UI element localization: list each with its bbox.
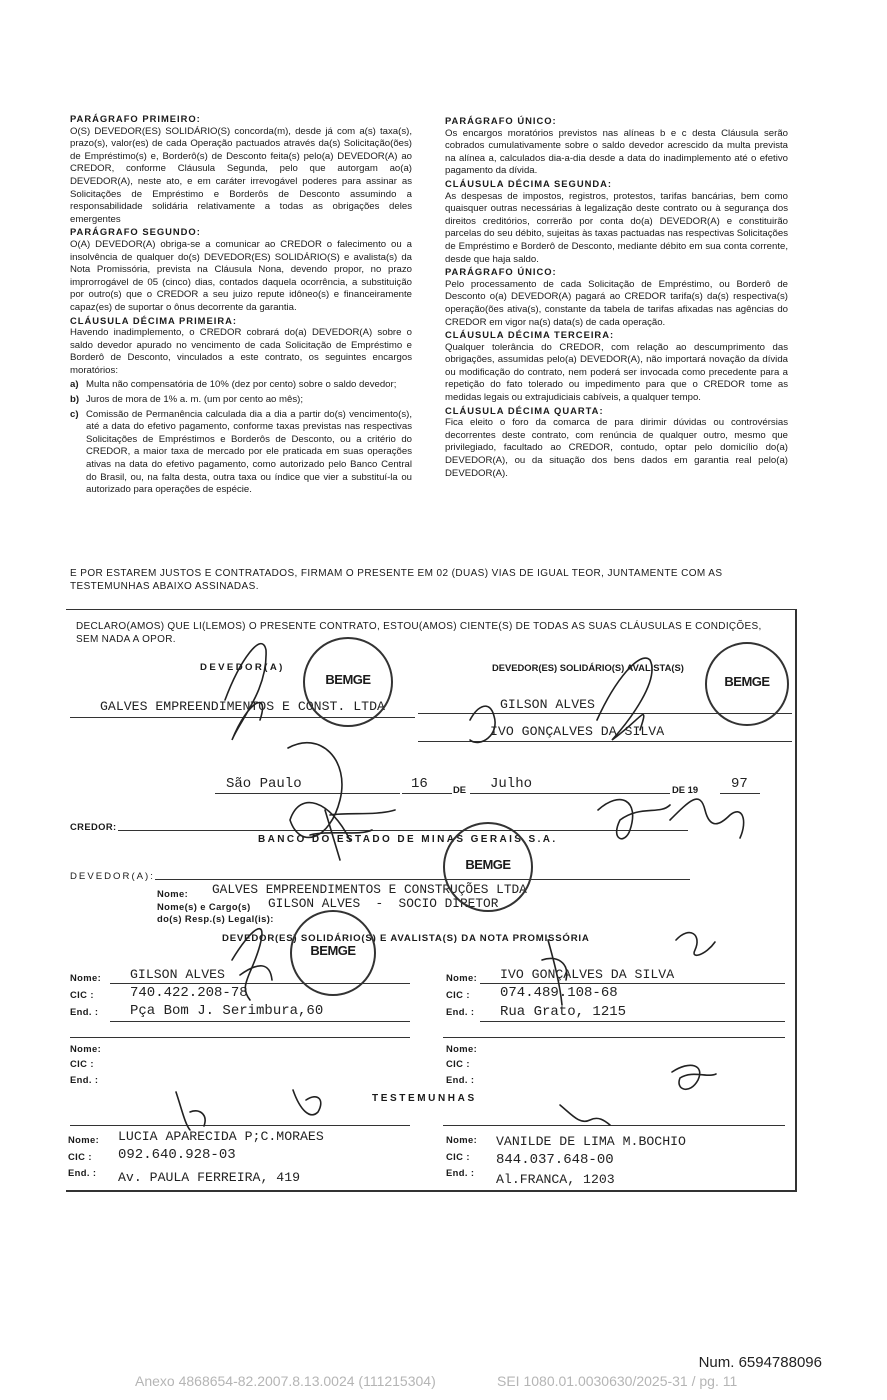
test-right-nome: VANILDE DE LIMA M.BOCHIO	[496, 1134, 686, 1149]
test-right-nome-label: Nome:	[446, 1134, 478, 1145]
sol-left-end-line	[110, 1021, 410, 1022]
list-item	[70, 409, 412, 497]
sol-right-end-label: End. :	[446, 1006, 475, 1017]
bank-stamp-text: BEMGE	[724, 674, 770, 690]
sol-right-nome: IVO GONÇALVES DA SILVA	[500, 967, 675, 982]
bank-stamp	[303, 637, 393, 727]
testemunhas-label: TESTEMUNHAS	[372, 1093, 477, 1104]
date-de-label: DE	[453, 784, 467, 795]
sol-right-nome-line	[480, 983, 785, 984]
sol-left-nome-label: Nome:	[70, 972, 102, 983]
test-right-top-line	[443, 1125, 785, 1126]
list-item-key: b)	[70, 394, 80, 406]
test-right-end: Al.FRANCA, 1203	[496, 1172, 615, 1187]
sol-left-cic-label: CIC :	[70, 989, 94, 1000]
paragrafo-unico-2-text: Pelo processamento de cada Solicitação de Empréstimo, ou Borderô de Desconto o(a) DEVEDOR(A) pagará ao CREDOR tarifa(s) da(s) respectiva(s) operação(ões ativa(s), constante da tabela de tarifas afixadas nas agências do CREDOR em vigor na(s) data(s) de cada operação.	[445, 278, 788, 328]
solidario-1-name: GILSON ALVES	[500, 697, 595, 712]
annex-reference: Anexo 4868654-82.2007.8.13.0024 (111215304)	[135, 1373, 436, 1389]
credor-name: BANCO DO ESTADO DE MINAS GERAIS S.A.	[258, 834, 558, 845]
declaration-text: DECLARO(AMOS) QUE LI(LEMOS) O PRESENTE CONTRATO, ESTOU(AMOS) CIENTE(S) DE TODAS AS SUAS CLÁUSULAS E CONDIÇÕES, SEM NADA A OPOR.	[76, 621, 762, 645]
list-item	[70, 379, 412, 392]
sol-right-cic: 074.489.108-68	[500, 985, 618, 1001]
cargo-label-2: do(s) Resp.(s) Legal(is):	[157, 913, 274, 924]
clausula-13-title: CLÁUSULA DÉCIMA TERCEIRA:	[445, 329, 615, 341]
clausula-12-title: CLÁUSULA DÉCIMA SEGUNDA:	[445, 177, 613, 189]
test-right-end-label: End. :	[446, 1167, 475, 1178]
bank-stamp-text: BEMGE	[325, 671, 371, 687]
test-right-cic-label: CIC :	[446, 1151, 470, 1162]
nome-label: Nome:	[157, 888, 189, 899]
list-item-text: Multa não compensatória de 10% (dez por cento) sobre o saldo devedor;	[86, 379, 397, 391]
blank-left-end-label: End. :	[70, 1074, 99, 1085]
left-column	[70, 113, 412, 497]
test-right-cic: 844.037.648-00	[496, 1152, 614, 1168]
devedor2-line	[155, 879, 690, 880]
paragrafo-primeiro-text: O(S) DEVEDOR(ES) SOLIDÁRIO(S) concorda(m), desde já com a(s) taxa(s), prazo(s), valor(es) de cada Operação pactuados através da(s) Solicitação(ões) de Empréstimo(s) e, Borderô(s) de Desconto feita(s) pelo(a) DEVEDOR(A) ao CREDOR, conforme Cláusula Segunda, pelo que autorgam ao(a) DEVEDOR(A), neste ato, e em caráter irrevogável poderes para assinar as Solicitações de Empréstimo e Borderôs de Desconto assumindo a responsabilidade solidária relativamente a todas as obrigações deles emergentes	[70, 125, 412, 225]
list-item-key: a)	[70, 379, 79, 391]
date-year-line	[720, 793, 760, 794]
paragrafo-unico-title: PARÁGRAFO ÚNICO:	[445, 115, 557, 126]
clausula-14-title: CLÁUSULA DÉCIMA QUARTA:	[445, 404, 604, 416]
blank-right-cic-label: CIC :	[446, 1058, 470, 1069]
bank-stamp	[290, 910, 376, 996]
list-item-key: c)	[70, 408, 79, 420]
list-item-text: Juros de mora de 1% a. m. (um por cento ao mês);	[86, 394, 304, 406]
blank-right-end-label: End. :	[446, 1074, 475, 1085]
date-de19-label: DE 19	[672, 784, 699, 795]
blank-right-nome-label: Nome:	[446, 1043, 478, 1054]
test-left-end-label: End. :	[68, 1167, 97, 1178]
closing-text: E POR ESTAREM JUSTOS E CONTRATADOS, FIRMAM O PRESENTE EM 02 (DUAS) VIAS DE IGUAL TEOR, JUNTAMENTE COM AS TESTEMUNHAS ABAIXO ASSINADAS.	[70, 568, 723, 592]
blank-left-nome-label: Nome:	[70, 1043, 102, 1054]
nome-value: GALVES EMPREENDIMENTOS E CONSTRUÇÕES LTDA	[212, 882, 527, 897]
sol-right-end: Rua Grato, 1215	[500, 1004, 627, 1020]
solidario-2-line	[418, 741, 792, 742]
sol-left-nome-line	[110, 983, 410, 984]
test-left-end: Av. PAULA FERREIRA, 419	[118, 1170, 301, 1185]
date-month: Julho	[490, 776, 533, 792]
cargo-value: GILSON ALVES - SOCIO DIRETOR	[268, 896, 499, 911]
solidario-2-name: IVO GONÇALVES DA SILVA	[490, 724, 665, 739]
date-year: 97	[731, 776, 748, 792]
date-city: São Paulo	[226, 776, 302, 792]
blank-left-top-line	[70, 1037, 410, 1038]
devedor2-label: DEVEDOR(A):	[70, 871, 155, 882]
paragrafo-primeiro-title: PARÁGRAFO PRIMEIRO:	[70, 113, 201, 124]
document-number: Num. 6594788096	[698, 1354, 822, 1371]
devedor-label: DEVEDOR(A)	[200, 662, 285, 673]
blank-right-top-line	[443, 1037, 785, 1038]
paragrafo-unico-2-title: PARÁGRAFO ÚNICO:	[445, 266, 557, 278]
paragrafo-segundo-text: O(A) DEVEDOR(A) obriga-se a comunicar ao CREDOR o falecimento ou a insolvência de qualquer do(s) DEVEDOR(ES) SOLIDÁRIO(S) e avalista(s) da Nota Promissória, prevista na Cláusula Nona, devendo propor, no prazo improrrogável de 05 (cinco) dias, contados daquela ocorrência, a substituição por outro(s) que o CREDOR a seu juizo repute idôneo(s) e financeiramente capaz(es) de suportar o ônus decorrente da garantia.	[70, 238, 412, 313]
blank-left-cic-label: CIC :	[70, 1058, 94, 1069]
list-item	[70, 394, 412, 407]
cargo-label: Nome(s) e Cargo(s)	[157, 901, 251, 912]
sol-left-end-label: End. :	[70, 1006, 99, 1017]
solidarios-label: DEVEDOR(ES) SOLIDÁRIO(S) AVALISTA(S)	[492, 662, 684, 673]
bank-stamp	[443, 822, 533, 912]
clausula-14-text: Fica eleito o foro da comarca de para dirimir dúvidas ou controvérsias decorrentes deste contrato, com renúncia de qualquer outro, mesmo que privilegiado, facultado ao CREDOR, contudo, optar pelo domicílio do(a) DEVEDOR(A), ou da situação dos bens dados em garantia real pelo(a) DEVEDOR(A).	[445, 417, 788, 479]
credor-line	[118, 830, 688, 831]
credor-label: CREDOR:	[70, 821, 117, 832]
test-left-nome-label: Nome:	[68, 1134, 100, 1145]
date-day-line	[402, 793, 452, 794]
test-left-top-line	[70, 1125, 410, 1126]
devedor-name: GALVES EMPREENDIMENTOS E CONST. LTDA	[100, 699, 385, 714]
date-city-line	[215, 793, 400, 794]
test-left-nome: LUCIA APARECIDA P;C.MORAES	[118, 1129, 324, 1144]
paragrafo-unico-text: Os encargos moratórios previstos nas alíneas b e c desta Cláusula serão cobrados cumulativamente sobre o saldo devedor acrescido da multa prevista na alínea a, calculados dia-a-dia desde a data do inadimplemento até o efetivo pagamento da dívida.	[445, 127, 788, 177]
clausula-12-text: As despesas de impostos, registros, protestos, tarifas bancárias, bem como quaisquer outras necessárias à legalização deste contrato ou à segurança dos direitos creditórios, correrão por conta do(a) DEVEDOR(A) e constituirão parcelas do seu débito, sujeitas às taxas pactuadas nas respectivas Solicitações de Empréstimo e Borderô de Desconto, mediante débito em sua conta corrente, desde que haja saldo.	[445, 190, 788, 265]
date-day: 16	[411, 776, 428, 792]
paragrafo-segundo-title: PARÁGRAFO SEGUNDO:	[70, 226, 201, 238]
sol-left-end: Pça Bom J. Serimbura,60	[130, 1003, 324, 1019]
clausula-11-title: CLÁUSULA DÉCIMA PRIMEIRA:	[70, 314, 238, 326]
bank-stamp-text: BEMGE	[465, 856, 511, 872]
bank-stamp-text: BEMGE	[310, 943, 356, 959]
sol-right-nome-label: Nome:	[446, 972, 478, 983]
list-item-text: Comissão de Permanência calculada dia a dia a partir do(s) vencimento(s), até a data do efetivo pagamento, conforme taxas previstas nas respectivas Solicitações de Empréstimos e Borderôs de Desconto, ou a critério do CREDOR, a maior taxa de mercado por ele praticada em suas operações ativas na data do efetivo pagamento, como autorizado pelo Banco Central do Brasil, ou, na falta desta, outra taxa ou índice que vier a substituí-la ou autorizado para operações de espécie.	[86, 408, 412, 496]
sol-right-cic-label: CIC :	[446, 989, 470, 1000]
sol-left-cic: 740.422.208-78	[130, 985, 248, 1001]
right-column	[445, 115, 788, 480]
sol-left-nome: GILSON ALVES	[130, 967, 225, 982]
sol-right-end-line	[480, 1021, 785, 1022]
clausula-13-text: Qualquer tolerância do CREDOR, com relação ao descumprimento das obrigações, assumidas pelo(a) DEVEDOR(A), não importará novação da dívida ou modificação do contrato, nem poderá ser invocada como precedente para a repetição do fato tolerado ou impedimento para que o CREDOR tome as medidas legais ou extrajudiciais cabíveis, a qualquer tempo.	[445, 341, 788, 404]
sei-reference: SEI 1080.01.0030630/2025-31 / pg. 11	[497, 1373, 738, 1389]
bank-stamp	[705, 642, 789, 726]
test-left-cic-label: CIC :	[68, 1151, 92, 1162]
date-month-line	[470, 793, 670, 794]
clausula-11-text: Havendo inadimplemento, o CREDOR cobrará do(a) DEVEDOR(A) sobre o saldo devedor apurado no vencimento de cada Solicitação de Empréstimo e Borderô de Desconto, vinculados a este contrato, os seguintes encargos moratórios:	[70, 327, 412, 376]
test-left-cic: 092.640.928-03	[118, 1147, 236, 1163]
solidarios-np-label: DEVEDOR(ES) SOLIDÁRIO(S) E AVALISTA(S) DA NOTA PROMISSÓRIA	[222, 933, 590, 944]
